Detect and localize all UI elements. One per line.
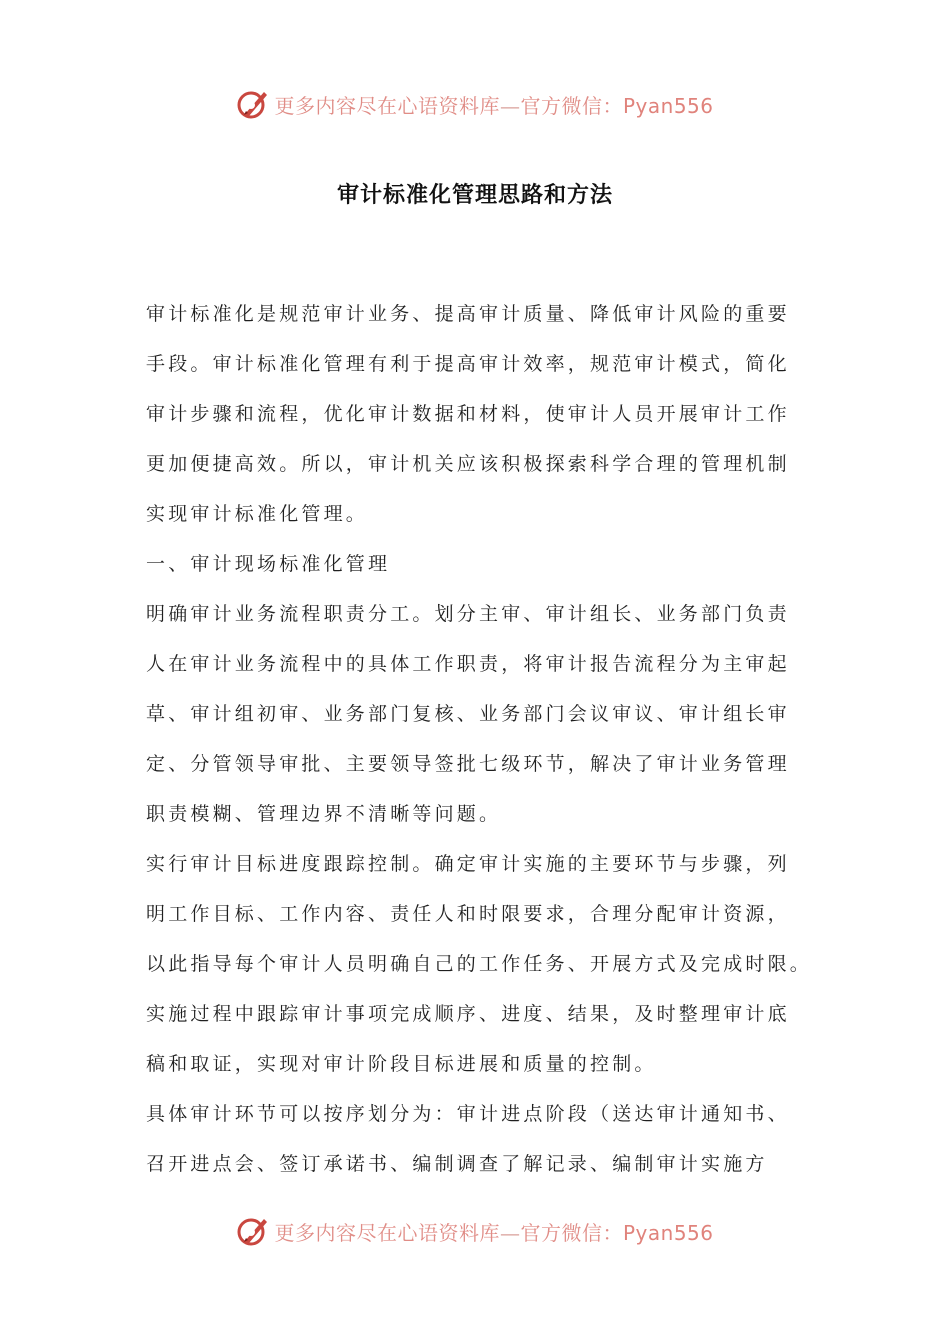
text-line: 草、审计组初审、业务部门复核、业务部门会议审议、审计组长审 xyxy=(146,703,790,725)
watermark-label: 官方微信： xyxy=(520,93,623,118)
text-line: 审计步骤和流程，优化审计数据和材料，使审计人员开展审计工作 xyxy=(146,403,790,425)
document-title: 审计标准化管理思路和方法 xyxy=(336,183,613,208)
text-line: 具体审计环节可以按序划分为：审计进点阶段（送达审计通知书、 xyxy=(146,1103,790,1125)
watermark-footer xyxy=(0,1211,950,1251)
text-line: 人在审计业务流程中的具体工作职责，将审计报告流程分为主审起 xyxy=(146,653,790,675)
text-line: 更加便捷高效。所以，审计机关应该积极探索科学合理的管理机制 xyxy=(146,453,790,475)
text-line: 明工作目标、工作内容、责任人和时限要求，合理分配审计资源， xyxy=(146,903,790,925)
watermark-separator: — xyxy=(499,1220,521,1245)
quill-logo-icon xyxy=(236,87,270,121)
watermark-header xyxy=(0,84,950,124)
watermark-site: 更多内容尽在心语资料库 xyxy=(274,93,500,118)
watermark-text xyxy=(274,1217,713,1246)
watermark-text xyxy=(274,90,713,119)
document-body xyxy=(146,292,826,1192)
text-line: 手段。审计标准化管理有利于提高审计效率，规范审计模式，简化 xyxy=(146,353,790,375)
text-line: 实行审计目标进度跟踪控制。确定审计实施的主要环节与步骤，列 xyxy=(146,853,790,875)
text-line: 实施过程中跟踪审计事项完成顺序、进度、结果，及时整理审计底 xyxy=(146,1003,790,1025)
text-line: 召开进点会、签订承诺书、编制调查了解记录、编制审计实施方 xyxy=(146,1153,768,1175)
text-line: 以此指导每个审计人员明确自己的工作任务、开展方式及完成时限。 xyxy=(146,953,813,975)
text-line: 明确审计业务流程职责分工。划分主审、审计组长、业务部门负责 xyxy=(146,603,790,625)
text-line: 实现审计标准化管理。 xyxy=(146,503,369,525)
watermark-site: 更多内容尽在心语资料库 xyxy=(274,1220,500,1245)
text-line: 审计标准化是规范审计业务、提高审计质量、降低审计风险的重要 xyxy=(146,303,790,325)
watermark-label: 官方微信： xyxy=(520,1220,623,1245)
text-line: 定、分管领导审批、主要领导签批七级环节，解决了审计业务管理 xyxy=(146,753,790,775)
quill-logo-icon xyxy=(236,1214,270,1248)
text-line: 一、审计现场标准化管理 xyxy=(146,553,391,575)
watermark-id: Pyan556 xyxy=(622,1220,714,1245)
text-line: 职责模糊、管理边界不清晰等问题。 xyxy=(146,803,502,825)
watermark-id: Pyan556 xyxy=(622,93,714,118)
watermark-separator: — xyxy=(499,93,521,118)
text-line: 稿和取证，实现对审计阶段目标进展和质量的控制。 xyxy=(146,1053,657,1075)
